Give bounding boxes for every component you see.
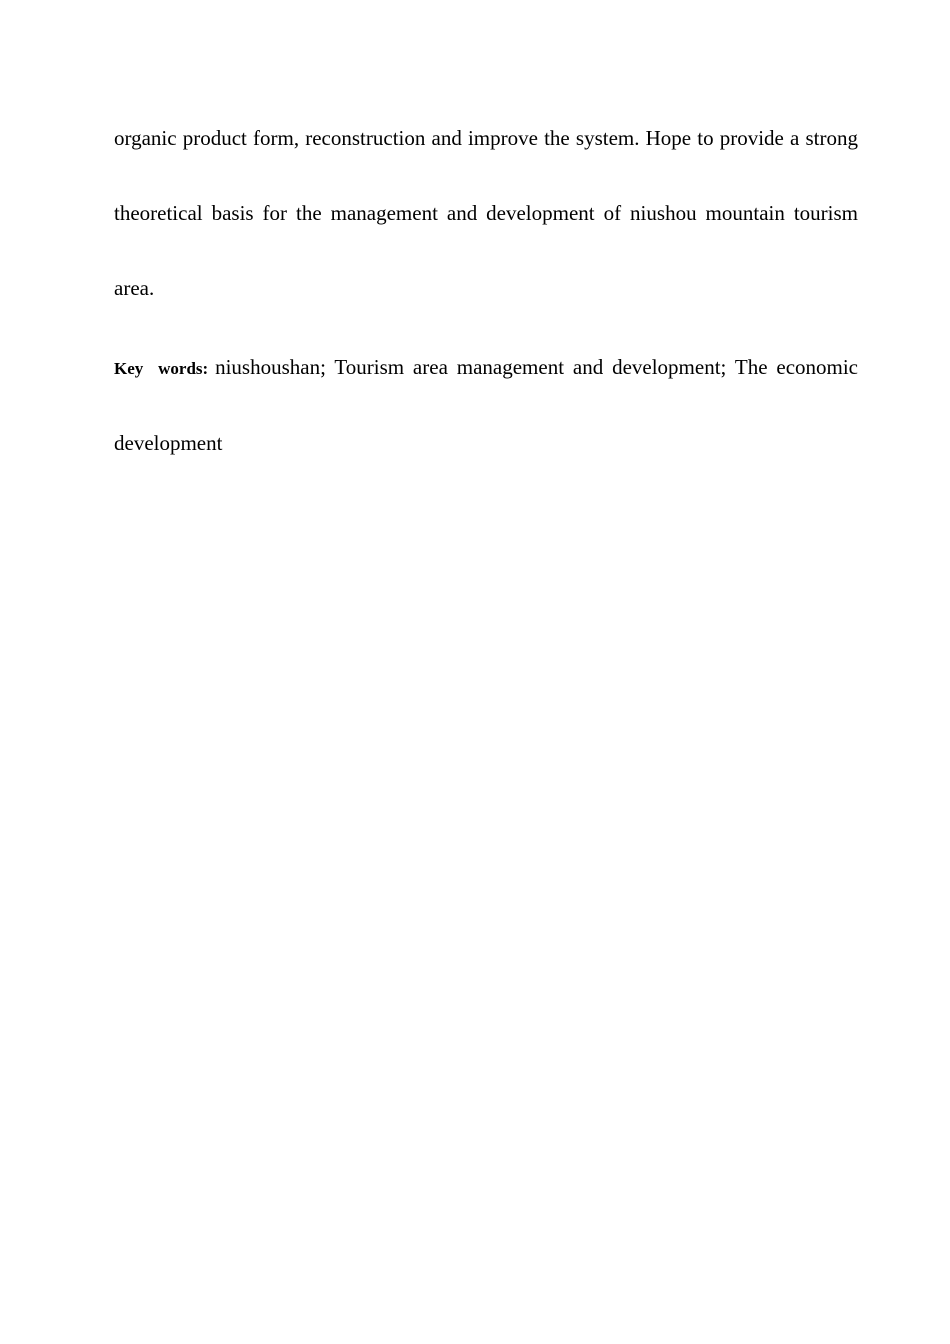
keywords-label: Key words:: [114, 359, 209, 378]
keywords-paragraph: [114, 330, 858, 481]
abstract-paragraph: organic product form, reconstruction and improve the system. Hope to provide a strong theoretical basis for the management and development of niushou mountain tourism area.: [114, 126, 858, 300]
keywords-text: niushoushan; Tourism area management and development; The economic development: [114, 355, 859, 455]
